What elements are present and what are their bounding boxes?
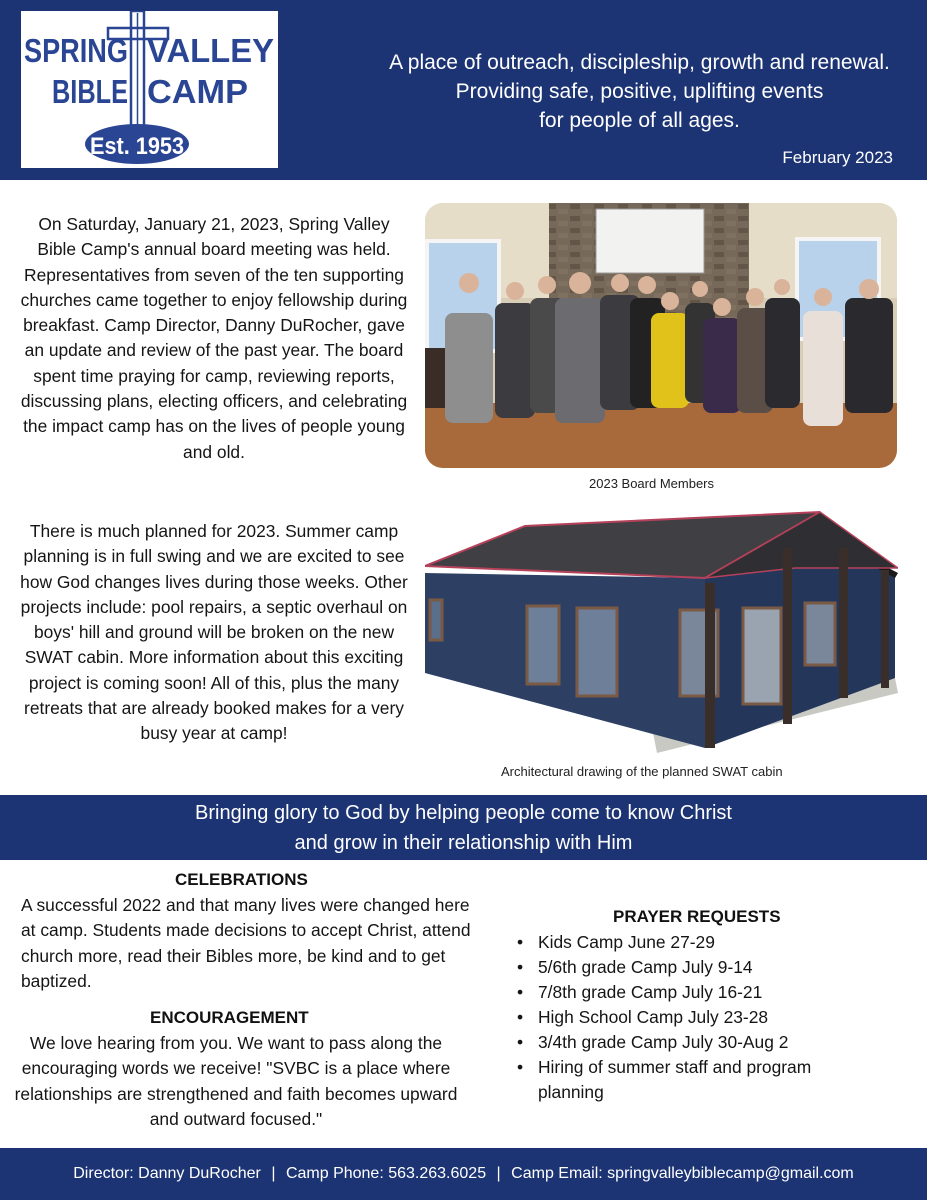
mission-line-2: and grow in their relationship with Him [294,832,633,854]
prayer-item-text: High School Camp July 23-28 [538,1007,769,1027]
bullet-icon: • [517,1007,524,1027]
board-meeting-paragraph: On Saturday, January 21, 2023, Spring Valley Bible Camp's annual board meeting was held. Representatives from seven of the ten supporting churches came together to enjoy fellowship during breakfast. Camp Director, Danny DuRocher, gave an update and review of the past year. The board spent time praying for camp, reviewing reports, discussing plans, electing officers, and celebrating the impact camp has on the lives of people young and old. [20,214,408,462]
prayer-item-text: Kids Camp June 27-29 [538,932,715,952]
cabin-caption: Architectural drawing of the planned SWAT cabin [501,764,783,779]
bullet-icon: • [517,957,524,977]
footer-separator: | [271,1165,276,1182]
board-members-photo [425,203,897,468]
issue-date: February 2023 [782,148,893,167]
swat-cabin-drawing [425,508,898,753]
list-item [516,1030,876,1055]
bullet-icon: • [517,932,524,952]
logo-valley-text: VALLEY [147,32,274,69]
header-banner [0,0,927,180]
bullet-icon: • [517,1057,524,1077]
tagline-line-2: Providing safe, positive, uplifting events [455,80,824,103]
logo-camp-text: CAMP [147,73,248,110]
camp-logo [21,11,278,168]
logo-bible-text: BIBLE [52,73,128,110]
prayer-item-text: 7/8th grade Camp July 16-21 [538,982,763,1002]
logo-graphic [21,11,278,168]
photo-caption: 2023 Board Members [589,476,715,491]
encouragement-heading: ENCOURAGEMENT [150,1008,309,1027]
prayer-requests-list [516,930,876,1105]
logo-spring-text: SPRING [24,32,128,69]
bullet-icon: • [517,982,524,1002]
logo-est-text: Est. 1953 [90,133,184,160]
plans-2023-paragraph: There is much planned for 2023. Summer camp planning is in full swing and we are excited to see how God changes lives during those weeks. Other projects include: pool repairs, a septic overhaul on boys' hill and ground will be broken on the new SWAT cabin. More information about this exciting project is coming soon! All of this, plus the many retreats that are already booked makes for a very busy year at camp! [20,521,408,744]
list-item [516,1005,876,1030]
prayer-requests-heading: PRAYER REQUESTS [613,907,781,926]
tagline-line-3: for people of all ages. [539,109,740,132]
encouragement-text: We love hearing from you. We want to pass along the encouraging words we receive! "SVBC is a place where relationships are strengthened and faith becomes upward and outward focused." [14,1033,458,1129]
tagline-line-1: A place of outreach, discipleship, growth and renewal. [389,51,890,74]
mission-banner [0,795,927,860]
list-item [516,1055,876,1105]
prayer-item-text: 3/4th grade Camp July 30-Aug 2 [538,1032,789,1052]
mission-line-1: Bringing glory to God by helping people come to know Christ [195,802,732,824]
camp-phone[interactable]: Camp Phone: 563.263.6025 [285,1165,487,1182]
bullet-icon: • [517,1032,524,1052]
director-contact: Director: Danny DuRocher [73,1165,261,1182]
list-item [516,980,876,1005]
list-item [516,955,876,980]
tagline [352,48,927,135]
prayer-item-text: Hiring of summer staff and program planning [538,1057,812,1102]
prayer-item-text: 5/6th grade Camp July 9-14 [538,957,753,977]
camp-email[interactable]: Camp Email: springvalleybiblecamp@gmail.com [511,1165,854,1182]
footer-separator: | [496,1165,501,1182]
celebrations-text: A successful 2022 and that many lives were changed here at camp. Students made decisions to accept Christ, attend church more, read their Bibles more, be kind and to get baptized. [21,895,471,991]
celebrations-heading: CELEBRATIONS [175,870,308,889]
contact-footer [0,1148,927,1200]
list-item [516,930,876,955]
